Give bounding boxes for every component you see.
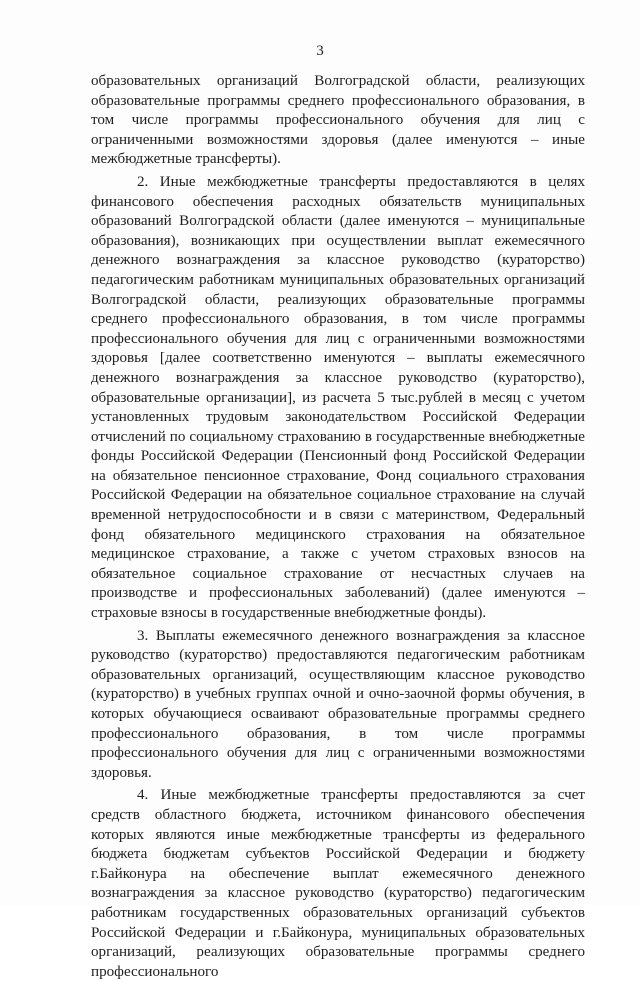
paragraph-4: 4. Иные межбюджетные трансферты предоставляются за счет средств областного бюджета, источником финансового обеспечения которых являются иные межбюджетные трансферты из федерального бюджета бюджетам субъектов Российской Федерации и бюджету г.Байконура на обеспечение выплат ежемесячного денежного вознаграждения за классное руководство (кураторство) педагогическим работникам государственных образовательных организаций субъектов Российской Федерации и г.Байконура, муниципальных образовательных организаций, реализующих образовательные программы среднего профессионального bbox=[91, 787, 585, 980]
paragraph-1-continuation: образовательных организаций Волгоградской области, реализующих образовательные программы среднего профессионального образования, в том числе программы профессионального обучения для лиц с ограниченными возможностями здоровья (далее именуются – иные межбюджетные трансферты). bbox=[91, 73, 585, 168]
document-body bbox=[91, 72, 585, 982]
page-number: 3 bbox=[316, 43, 324, 59]
paragraph-2: 2. Иные межбюджетные трансферты предоставляются в целях финансового обеспечения расходных обязательств муниципальных образований Волгоградской области (далее именуются – муниципальные образования), возникающих при осуществлении выплат ежемесячного денежного вознаграждения за классное руководство (кураторство) педагогическим работникам муниципальных образовательных организаций Волгоградской области, реализующих образовательные программы среднего профессионального образования, в том числе программы профессионального обучения для лиц с ограниченными возможностями здоровья [далее соответственно именуются – выплаты ежемесячного денежного вознаграждения за классное руководство (кураторство), образовательные организации], из расчета 5 тыс.рублей в месяц с учетом установленных трудовым законодательством Российской Федерации отчислений по социальному страхованию в государственные внебюджетные фонды Российской Федерации (Пенсионный фонд Российской Федерации на обязательное пенсионное страхование, Фонд социального страхования Российской Федерации на обязательное социальное страхование на случай временной нетрудоспособности и в связи с материнством, Федеральный фонд обязательного медицинского страхования на обязательное медицинское страхование, а также с учетом страховых взносов на обязательное социальное страхование от несчастных случаев на производстве и профессиональных заболеваний) (далее именуются – страховые взносы в государственные внебюджетные фонды). bbox=[91, 173, 585, 622]
paragraph-3: 3. Выплаты ежемесячного денежного вознаграждения за классное руководство (кураторство) предоставляются педагогическим работникам образовательных организаций, осуществляющим классное руководство (кураторство) в учебных группах очной и очно-заочной формы обучения, в которых обучающиеся осваивают образовательные программы среднего профессионального образования, в том числе программы профессионального обучения для лиц с ограниченными возможностями здоровья. bbox=[91, 627, 585, 781]
